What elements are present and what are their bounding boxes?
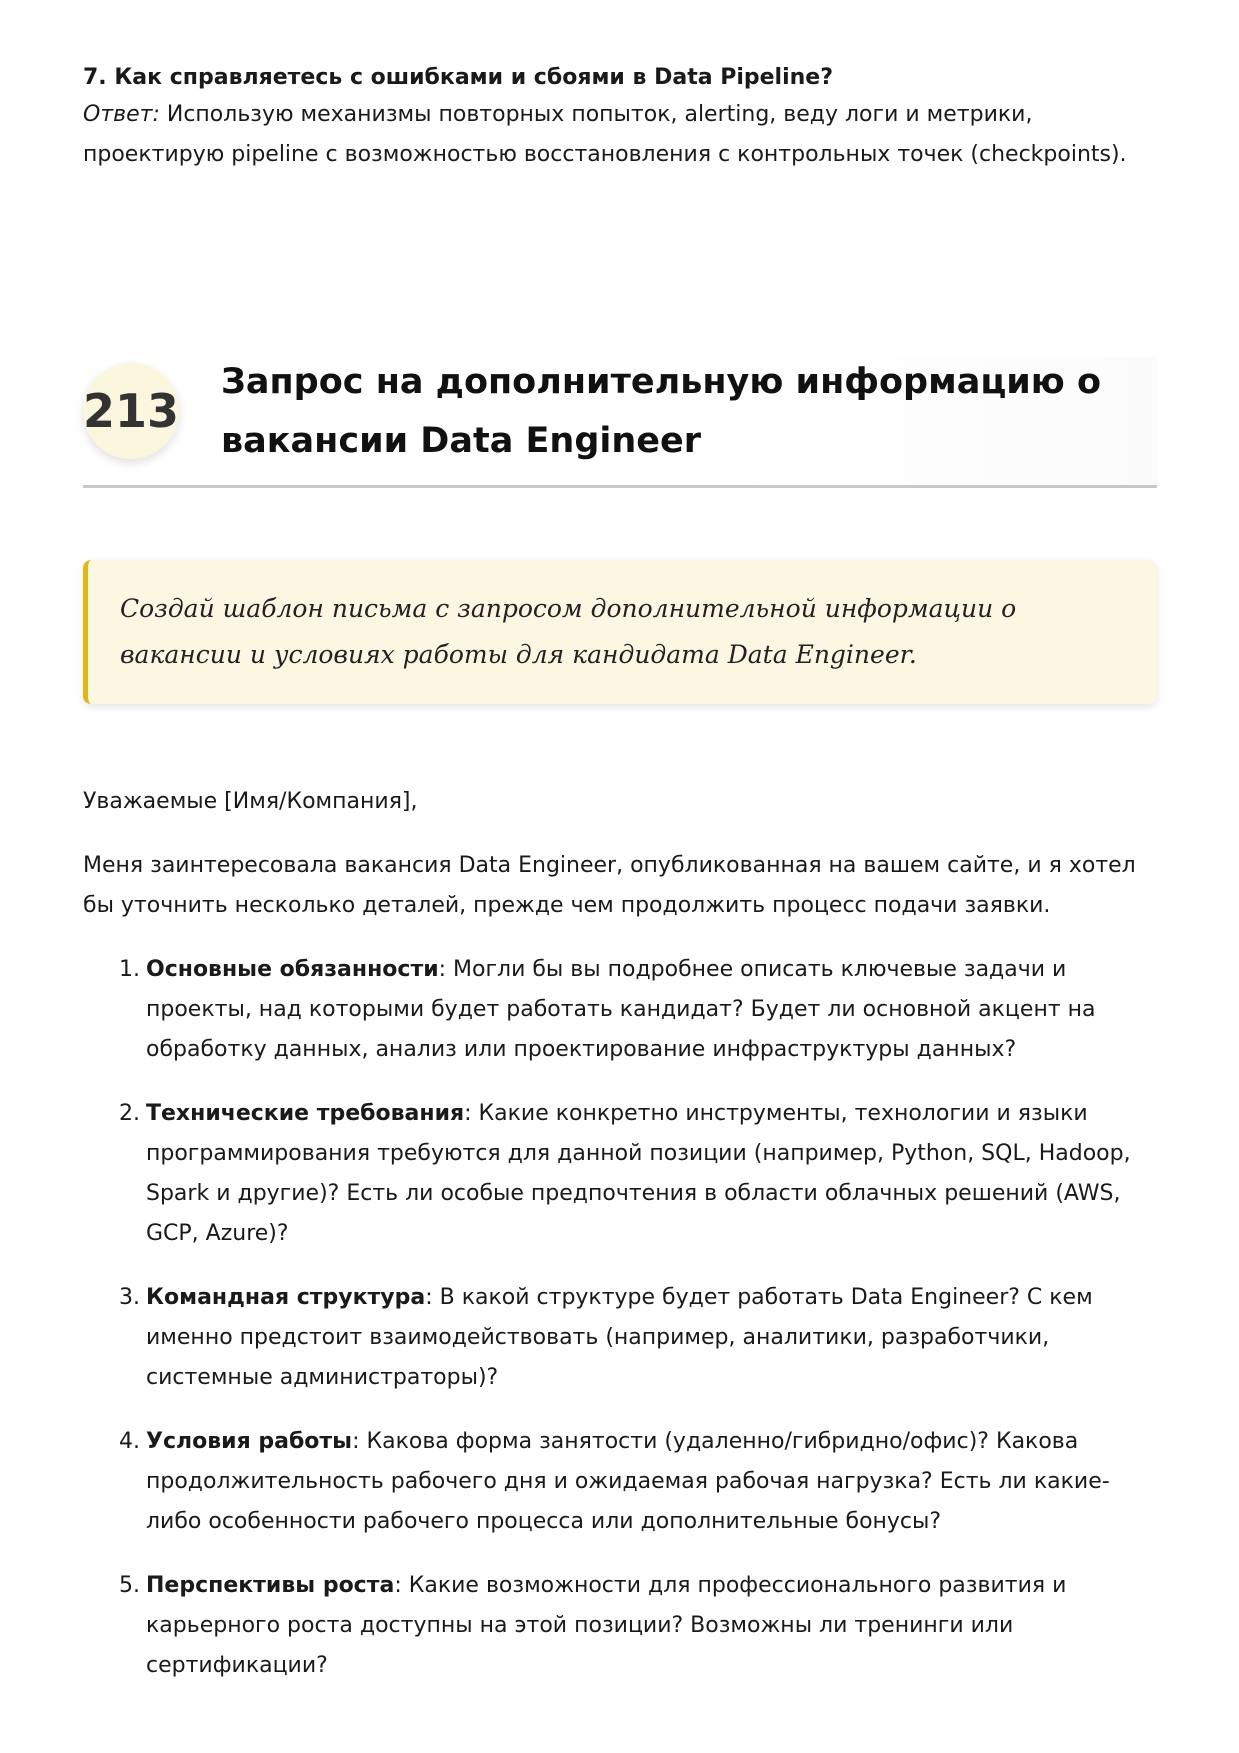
list-item [83, 950, 1157, 1070]
answer-label: Ответ: [83, 102, 160, 127]
answer-text: Использую механизмы повторных попыток, alerting, веду логи и метрики, проектирую pipeline с возможностью восстановления с контрольных точек (checkpoints). [83, 102, 1127, 167]
list-item-heading: Условия работы [146, 1429, 353, 1454]
chapter-title: Запрос на дополнительную информацию о вакансии Data Engineer [221, 362, 1102, 461]
list-item-heading: Основные обязанности [146, 957, 439, 982]
chapter-number-badge: 213 [83, 363, 179, 459]
list-item-number: 2. [119, 1101, 140, 1126]
letter-body [83, 782, 1157, 1710]
list-item [83, 1094, 1157, 1254]
chapter-header [83, 357, 1157, 488]
letter-greeting: Уважаемые [Имя/Компания], [83, 789, 418, 814]
list-item-text: : В какой структуре будет работать Data Engineer? С кем именно предстоит взаимодействовать (например, аналитики, разработчики, системные администраторы)? [146, 1285, 1093, 1390]
list-item-text: : Могли бы вы подробнее описать ключевые задачи и проекты, над которыми будет работать кандидат? Будет ли основной акцент на обработку данных, анализ или проектирование инфраструктуры данных? [146, 957, 1096, 1062]
list-item-text: : Какие возможности для профессионального развития и карьерного роста доступны на этой позиции? Возможны ли тренинги или сертификации? [146, 1573, 1067, 1678]
previous-question-block [83, 63, 1157, 175]
list-item [83, 1566, 1157, 1686]
list-item [83, 1422, 1157, 1542]
questions-list [83, 950, 1157, 1686]
list-item-number: 3. [119, 1285, 140, 1310]
list-item-text: : Какие конкретно инструменты, технологии и языки программирования требуются для данной позиции (например, Python, SQL, Hadoop, Spark и другие)? Есть ли особые предпочтения в области облачных решений (AWS, GCP, Azure)? [146, 1101, 1131, 1246]
letter-intro: Меня заинтересовала вакансия Data Engineer, опубликованная на вашем сайте, и я хотел бы уточнить несколько деталей, прежде чем продолжить процесс подачи заявки. [83, 853, 1136, 918]
list-item-number: 4. [119, 1429, 140, 1454]
list-item-number: 1. [119, 957, 140, 982]
list-item-heading: Перспективы роста [146, 1573, 395, 1598]
prompt-callout [83, 560, 1157, 704]
question-title: 7. Как справляетесь с ошибками и сбоями в Data Pipeline? [83, 65, 833, 90]
question-answer [83, 95, 1157, 175]
list-item-number: 5. [119, 1573, 140, 1598]
list-item-heading: Командная структура [146, 1285, 426, 1310]
list-item-heading: Технические требования [146, 1101, 465, 1126]
list-item [83, 1278, 1157, 1398]
list-item-text: : Какова форма занятости (удаленно/гибридно/офис)? Какова продолжительность рабочего дня и ожидаемая рабочая нагрузка? Есть ли какие-либо особенности рабочего процесса или дополнительные бонусы? [146, 1429, 1110, 1534]
prompt-text: Создай шаблон письма с запросом дополнительной информации о вакансии и условиях работы для кандидата Data Engineer. [120, 594, 1017, 669]
